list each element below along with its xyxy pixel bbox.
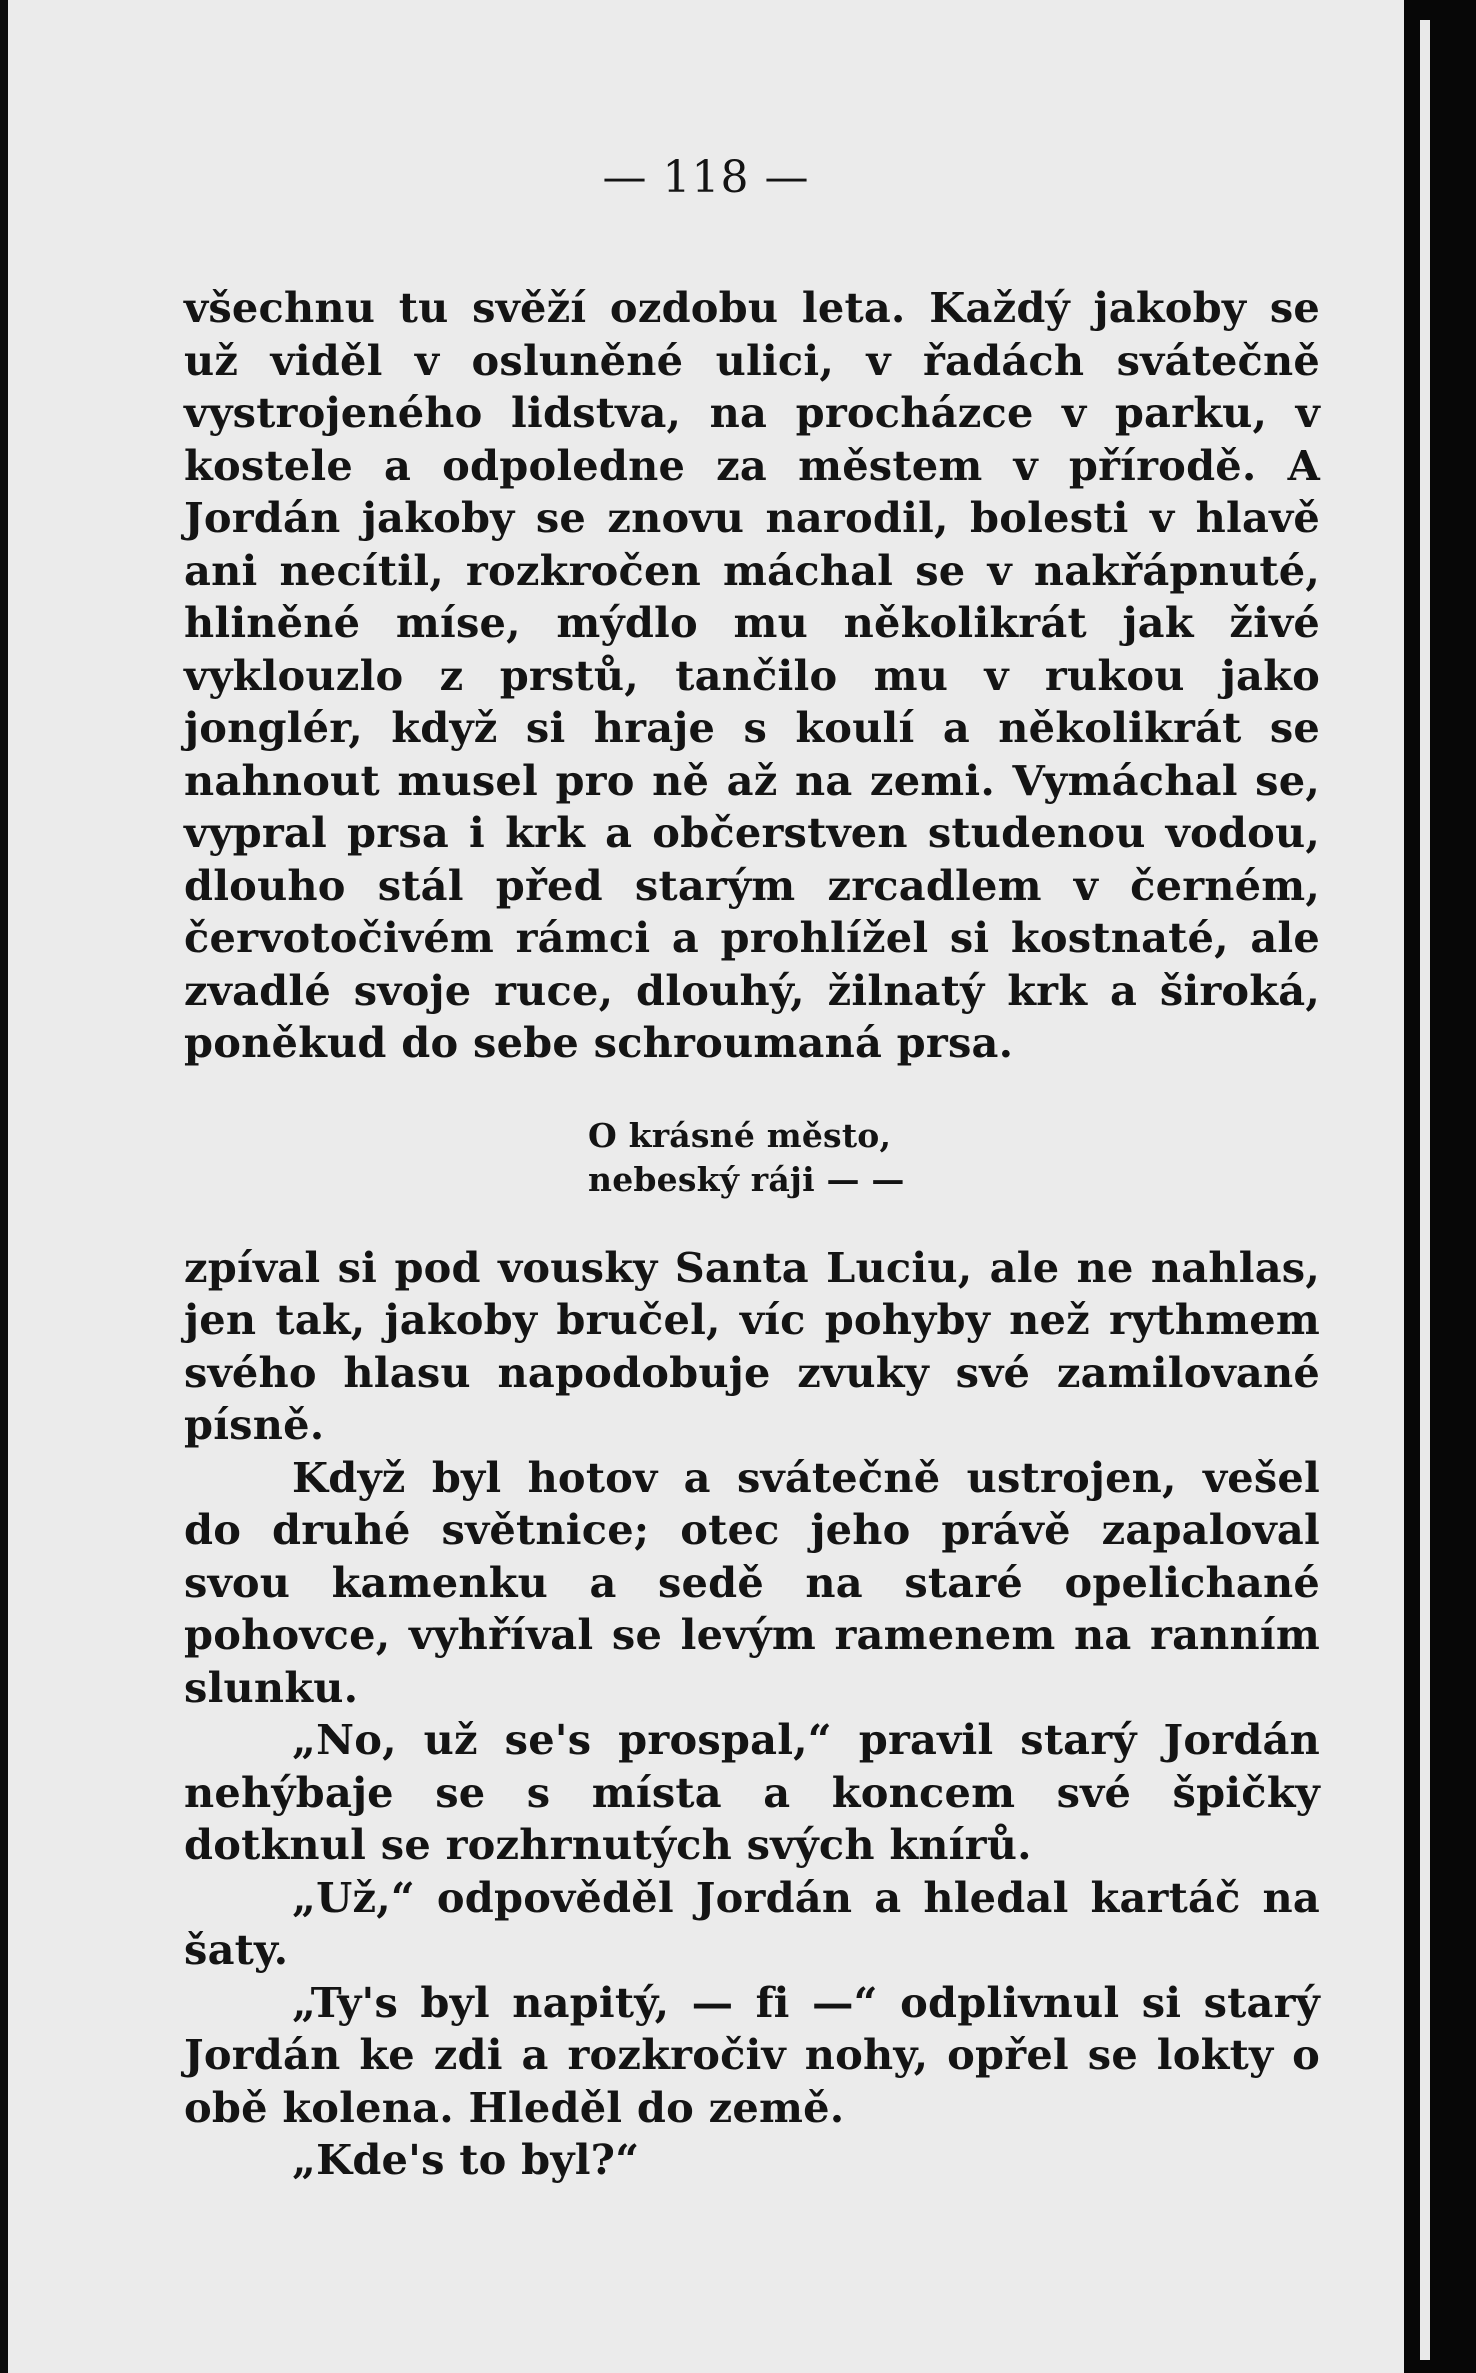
scan-right-edge <box>1404 0 1476 2373</box>
paragraph-7: „Kde's to byl?“ <box>292 2135 640 2184</box>
paragraph-3: Když byl hotov a svátečně ustrojen, vešel do druhé světnice; otec jeho právě zapaloval svou kamenku a sedě na staré opelichané pohovce, vyhříval se levým ramenem na ranním slunku. <box>184 1452 1320 1712</box>
scan-paper-strip <box>1420 20 1430 2360</box>
book-page <box>8 0 1404 2373</box>
paragraph-2: zpíval si pod vousky Santa Luciu, ale ne nahlas, jen tak, jakoby bručel, víc pohyby než rythmem svého hlasu napodobuje zvuky své zamilované písně. <box>184 1242 1320 1449</box>
verse-quote <box>588 1114 1320 1202</box>
paragraph-6: „Ty's byl napitý, — fi —“ odplivnul si starý Jordán ke zdi a rozkročiv nohy, opřel se lokty o obě kolena. Hleděl do země. <box>184 1977 1320 2132</box>
paragraph-4: „No, už se's prospal,“ pravil starý Jordán nehýbaje se s místa a koncem své špičky dotknul se rozhrnutých svých knírů. <box>184 1715 1320 1869</box>
paragraph-5: „Už,“ odpověděl Jordán a hledal kartáč na šaty. <box>184 1872 1320 1974</box>
page-body <box>184 282 1320 2187</box>
verse-line-1: O krásné město, <box>588 1115 892 1155</box>
paragraph-1: všechnu tu svěží ozdobu leta. Každý jakoby se už viděl v osluněné ulici, v řadách svátečně vystrojeného lidstva, na procházce v parku, v kostele a odpoledne za městem v přírodě. A Jordán jakoby se znovu narodil, bolesti v hlavě ani necítil, rozkročen máchal se v nakřápnuté, hliněné míse, mýdlo mu několikrát jak živé vyklouzlo z prstů, tančilo mu v rukou jako jonglér, když si hraje s koulí a několikrát se nahnout musel pro ně až na zemi. Vymáchal se, vypral prsa i krk a občerstven studenou vodou, dlouho stál před starým zrcadlem v černém, červotočivém rámci a prohlížel si kostnaté, ale zvadlé svoje ruce, dlouhý, žilnatý krk a široká, poněkud do sebe schroumaná prsa. <box>184 283 1320 1067</box>
verse-line-2: nebeský ráji — — <box>588 1159 905 1199</box>
page-number: — 118 — <box>602 152 810 203</box>
